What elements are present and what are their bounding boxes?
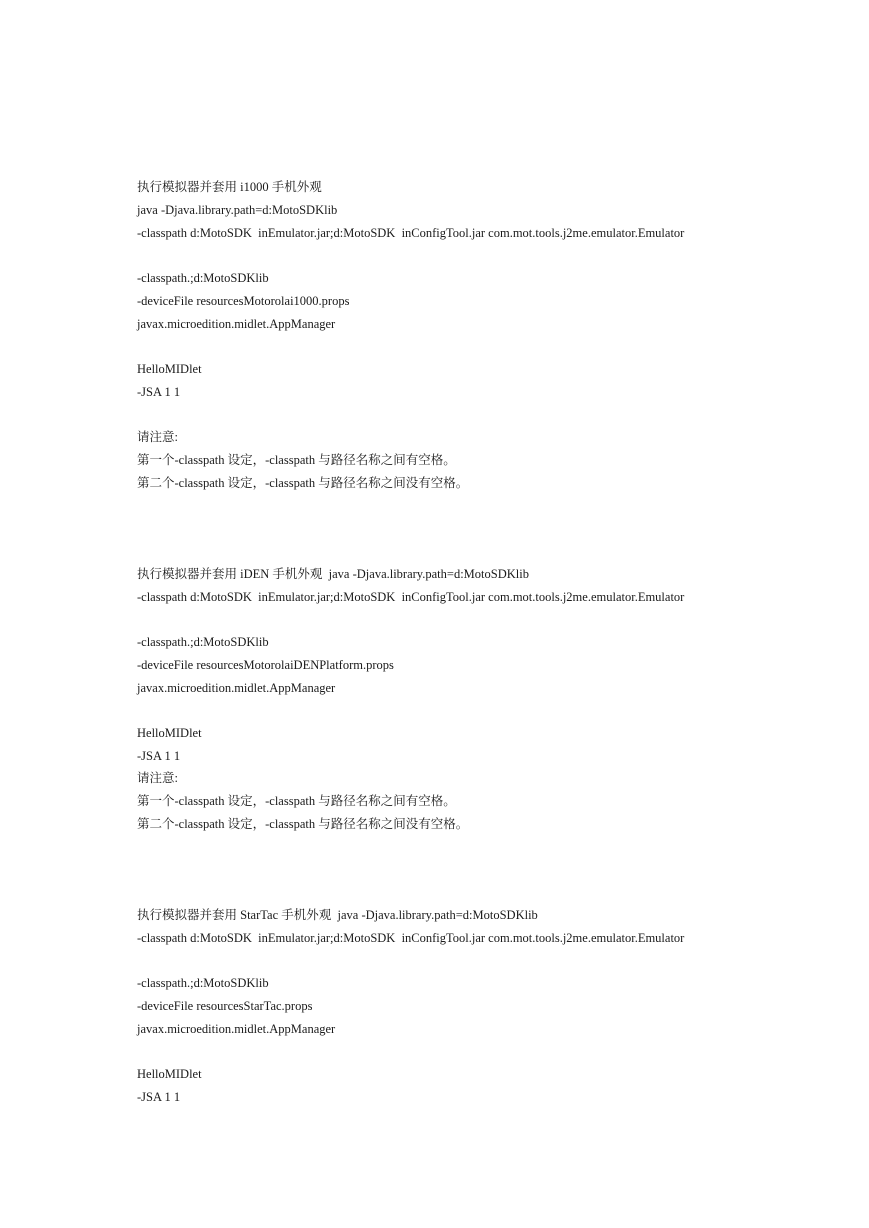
- command-line: -deviceFile resourcesStarTac.props: [137, 999, 313, 1013]
- command-line: -deviceFile resourcesMotorolai1000.props: [137, 294, 350, 308]
- section-heading: 执行模拟器并套用 StarTac 手机外观 java -Djava.library.path=d:MotoSDKlib: [137, 908, 538, 922]
- command-line: -JSA 1 1: [137, 1090, 181, 1104]
- command-line: -deviceFile resourcesMotorolaiDENPlatform.props: [137, 658, 394, 672]
- command-line: -classpath.;d:MotoSDKlib: [137, 271, 269, 285]
- note-line: 第二个-classpath 设定，-classpath 与路径名称之间没有空格。: [137, 476, 469, 490]
- note-line: 第一个-classpath 设定，-classpath 与路径名称之间有空格。: [137, 794, 456, 808]
- command-line: -JSA 1 1: [137, 749, 181, 763]
- command-line: HelloMIDlet: [137, 726, 202, 740]
- command-line: javax.microedition.midlet.AppManager: [137, 317, 336, 331]
- command-line: HelloMIDlet: [137, 1067, 202, 1081]
- command-line: -classpath.;d:MotoSDKlib: [137, 976, 269, 990]
- section-heading: 执行模拟器并套用 i1000 手机外观: [137, 180, 322, 194]
- note-line: 第二个-classpath 设定，-classpath 与路径名称之间没有空格。: [137, 817, 469, 831]
- section-heading: 执行模拟器并套用 iDEN 手机外观 java -Djava.library.path=d:MotoSDKlib: [137, 567, 529, 581]
- note-heading: 请注意:: [137, 771, 178, 785]
- command-line: -classpath d:MotoSDK inEmulator.jar;d:MotoSDK inConfigTool.jar com.mot.tools.j2me.emulator.Emulator: [137, 590, 685, 604]
- command-line: java -Djava.library.path=d:MotoSDKlib: [137, 203, 338, 217]
- command-line: -JSA 1 1: [137, 385, 181, 399]
- command-line: -classpath d:MotoSDK inEmulator.jar;d:MotoSDK inConfigTool.jar com.mot.tools.j2me.emulator.Emulator: [137, 931, 685, 945]
- command-line: javax.microedition.midlet.AppManager: [137, 681, 336, 695]
- note-line: 第一个-classpath 设定，-classpath 与路径名称之间有空格。: [137, 453, 456, 467]
- command-line: -classpath.;d:MotoSDKlib: [137, 635, 269, 649]
- command-line: HelloMIDlet: [137, 362, 202, 376]
- command-line: javax.microedition.midlet.AppManager: [137, 1022, 336, 1036]
- note-heading: 请注意:: [137, 430, 178, 444]
- command-line: -classpath d:MotoSDK inEmulator.jar;d:MotoSDK inConfigTool.jar com.mot.tools.j2me.emulator.Emulator: [137, 226, 685, 240]
